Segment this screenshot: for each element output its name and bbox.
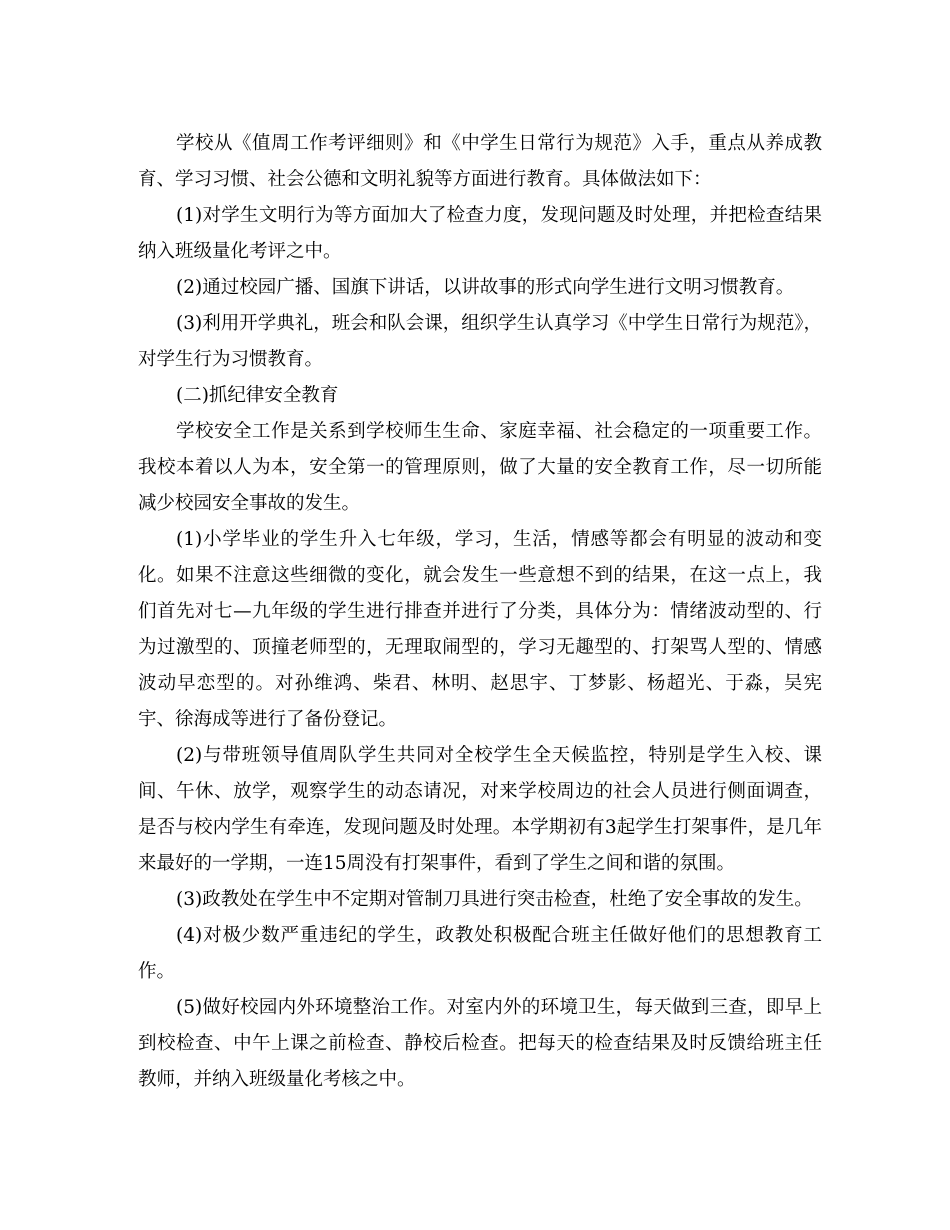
document-body [138, 126, 822, 1098]
paragraph-safety-item-2: (2)与带班领导值周队学生共同对全校学生全天候监控，特别是学生入校、课间、午休、放学，观察学生的动态请况，对来学校周边的社会人员进行侧面调查，是否与校内学生有牵连，发现问题及时处理。本学期初有3起学生打架事件，是几年来最好的一学期，一连15周没有打架事件，看到了学生之间和谐的氛围。 [138, 745, 822, 874]
section-heading-discipline-safety: (二)抓纪律安全教育 [176, 385, 339, 406]
paragraph-item-1: (1)对学生文明行为等方面加大了检查力度，发现问题及时处理，并把检查结果纳入班级量化考评之中。 [138, 205, 822, 262]
paragraph-item-2: (2)通过校园广播、国旗下讲话，以讲故事的形式向学生进行文明习惯教育。 [176, 277, 795, 298]
paragraph-safety-intro: 学校安全工作是关系到学校师生生命、家庭幸福、社会稳定的一项重要工作。我校本着以人为本，安全第一的管理原则，做了大量的安全教育工作，尽一切所能减少校园安全事故的发生。 [138, 421, 822, 514]
paragraph-safety-item-5: (5)做好校园内外环境整治工作。对室内外的环境卫生，每天做到三查，即早上到校检查、中午上课之前检查、静校后检查。把每天的检查结果及时反馈给班主任教师，并纳入班级量化考核之中。 [138, 997, 822, 1090]
paragraph-item-3: (3)利用开学典礼，班会和队会课，组织学生认真学习《中学生日常行为规范》，对学生行为习惯教育。 [138, 313, 822, 370]
paragraph-intro: 学校从《值周工作考评细则》和《中学生日常行为规范》入手，重点从养成教育、学习习惯、社会公德和文明礼貌等方面进行教育。具体做法如下： [138, 133, 822, 190]
paragraph-safety-item-1: (1)小学毕业的学生升入七年级，学习，生活，情感等都会有明显的波动和变化。如果不注意这些细微的变化，就会发生一些意想不到的结果，在这一点上，我们首先对七—九年级的学生进行排查并进行了分类，具体分为：情绪波动型的、行为过激型的、顶撞老师型的，无理取闹型的，学习无趣型的、打架骂人型的、情感波动早恋型的。对孙维鸿、柴君、林明、赵思宇、丁梦影、杨超光、于淼，吴宪宇、徐海成等进行了备份登记。 [138, 529, 822, 730]
paragraph-safety-item-3: (3)政教处在学生中不定期对管制刀具进行突击检查，杜绝了安全事故的发生。 [176, 889, 813, 910]
paragraph-safety-item-4: (4)对极少数严重违纪的学生，政教处积极配合班主任做好他们的思想教育工作。 [138, 925, 822, 982]
